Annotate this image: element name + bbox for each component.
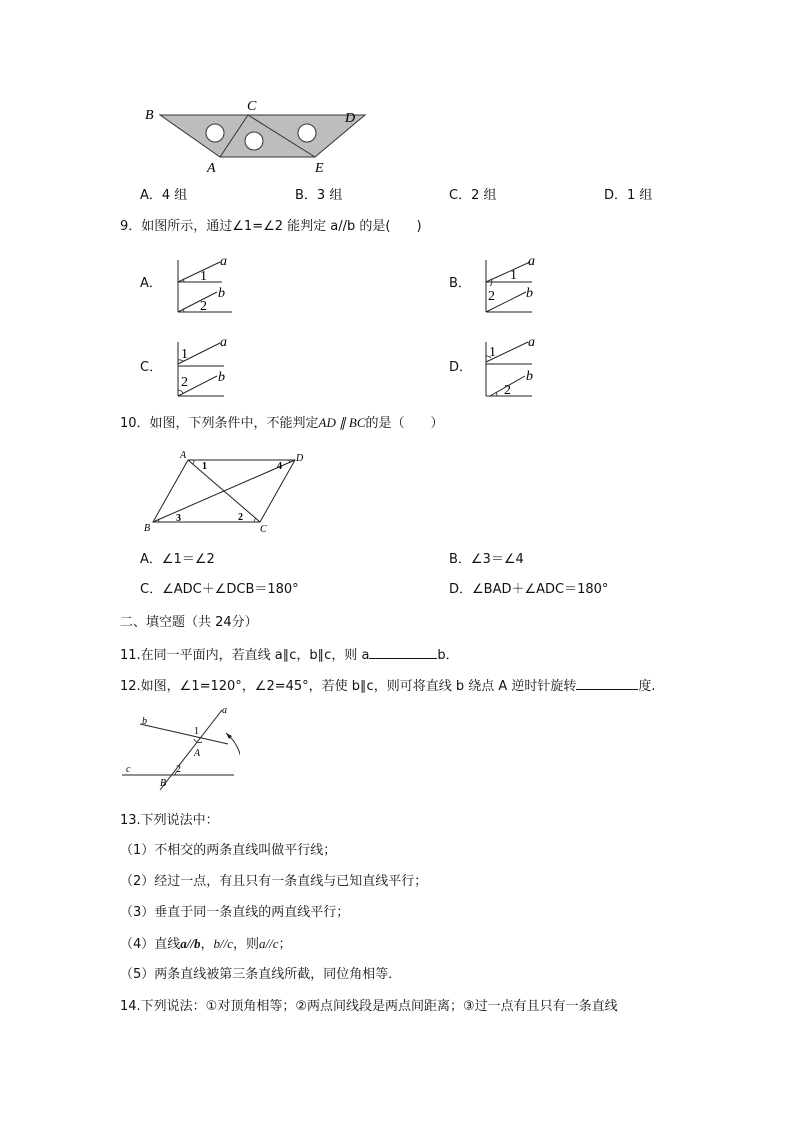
q13-item4-math-1: a//b bbox=[180, 936, 201, 951]
q10-stem-math: AD ∥ BC bbox=[318, 415, 366, 430]
q10-option-a[interactable]: A．∠1＝∠2 bbox=[140, 552, 215, 567]
q8-hole-left bbox=[206, 124, 224, 142]
q8-label-d: D bbox=[345, 111, 356, 126]
q9-option-a-letter[interactable]: A． bbox=[140, 276, 162, 291]
q9a-label-2: 2 bbox=[200, 299, 207, 314]
q11 bbox=[120, 645, 459, 665]
q13-item4-suffix: ； bbox=[278, 937, 292, 952]
q13-item4-math-3: a//c bbox=[259, 936, 279, 951]
q11-answer-blank[interactable] bbox=[369, 645, 437, 659]
q9-option-c-letter[interactable]: C． bbox=[140, 360, 163, 375]
q8-hole-right bbox=[298, 124, 316, 142]
q9a-label-b: b bbox=[218, 286, 225, 301]
q8-label-b: B bbox=[145, 108, 154, 123]
q10-angle-3: 3 bbox=[176, 513, 181, 524]
q9d-label-b: b bbox=[526, 369, 533, 384]
q8-label-e: E bbox=[315, 161, 324, 176]
q12-angle-2: 2 bbox=[176, 764, 181, 775]
q9c-label-1: 1 bbox=[181, 347, 188, 362]
q9-figure-b[interactable] bbox=[480, 252, 550, 318]
q10-option-d[interactable]: D．∠BAD＋∠ADC＝180° bbox=[449, 582, 609, 597]
q13-item-3: （3）垂直于同一条直线的两直线平行； bbox=[120, 905, 350, 920]
q9d-label-a: a bbox=[528, 336, 535, 350]
q12-suffix: 度. bbox=[638, 679, 656, 694]
q12-label-a: a bbox=[222, 705, 227, 716]
q8-hole-middle bbox=[245, 132, 263, 150]
q10-label-c: C bbox=[260, 524, 267, 535]
q12-line-b bbox=[140, 724, 228, 744]
q10-figure bbox=[140, 448, 310, 538]
q12-line-a bbox=[160, 710, 222, 790]
q13-item-1: （1）不相交的两条直线叫做平行线； bbox=[120, 843, 337, 858]
q12-label-c: c bbox=[126, 764, 131, 775]
q10-angle-4: 4 bbox=[277, 461, 282, 472]
q9-figure-d[interactable] bbox=[480, 336, 550, 402]
q10-stem-suffix: 的是（ ） bbox=[365, 416, 444, 431]
q10-label-a: A bbox=[180, 450, 187, 461]
q9a-label-a: a bbox=[220, 254, 227, 269]
q9d-label-1: 1 bbox=[489, 345, 496, 360]
q10-stem bbox=[120, 414, 444, 433]
q10-angle-2: 2 bbox=[238, 512, 243, 523]
q13-item-2: （2）经过一点，有且只有一条直线与已知直线平行； bbox=[120, 874, 428, 889]
q8-label-a: A bbox=[207, 161, 216, 176]
q9-option-b-letter[interactable]: B． bbox=[449, 276, 471, 291]
q9c-label-a: a bbox=[220, 336, 227, 350]
q11-prefix: 11.在同一平面内，若直线 a∥c，b∥c，则 a bbox=[120, 648, 370, 663]
q12-label-A: A bbox=[194, 748, 201, 759]
q9-figure-a[interactable] bbox=[172, 252, 242, 318]
q8-label-c: C bbox=[247, 99, 257, 114]
q10-option-b[interactable]: B．∠3＝∠4 bbox=[449, 552, 524, 567]
q13-item-4 bbox=[120, 935, 292, 954]
q10-label-d: D bbox=[296, 453, 304, 464]
q12 bbox=[120, 676, 656, 696]
q13-item4-prefix: （4）直线 bbox=[120, 937, 181, 952]
q9a-label-1: 1 bbox=[200, 269, 207, 284]
q12-prefix: 12.如图，∠1=120°，∠2=45°，若使 b∥c，则可将直线 b 绕点 A 逆时针旋转 bbox=[120, 679, 577, 694]
q8-option-d[interactable]: D．1 组 bbox=[604, 188, 653, 203]
q9b-label-a: a bbox=[528, 254, 535, 269]
q9-option-d-letter[interactable]: D． bbox=[449, 360, 473, 375]
q8-option-c[interactable]: C．2 组 bbox=[449, 188, 497, 203]
q13-item4-math-2: b//c bbox=[213, 936, 234, 951]
q13-stem: 13.下列说法中： bbox=[120, 813, 219, 828]
q8-option-b[interactable]: B．3 组 bbox=[295, 188, 343, 203]
q9b-label-2: 2 bbox=[488, 289, 495, 304]
q13-item-5: （5）两条直线被第三条直线所截，同位角相等． bbox=[120, 967, 402, 982]
q8-set-square-shape bbox=[160, 115, 365, 157]
q9-stem: 9．如图所示，通过∠1=∠2 能判定 a//b 的是( ) bbox=[120, 219, 422, 234]
q13-item4-mid-1: ， bbox=[200, 937, 214, 952]
q10-label-b: B bbox=[144, 523, 151, 534]
q10-stem-prefix: 10．如图，下列条件中，不能判定 bbox=[120, 416, 319, 431]
q13-item4-mid-2: ，则 bbox=[233, 937, 260, 952]
q12-label-B: B bbox=[160, 778, 167, 789]
q8-option-a[interactable]: A．4 组 bbox=[140, 188, 188, 203]
q9c-label-b: b bbox=[218, 370, 225, 385]
q9b-label-1: 1 bbox=[510, 268, 517, 283]
q14-stem: 14.下列说法：①对顶角相等；②两点间线段是两点间距离；③过一点有且只有一条直线 bbox=[120, 999, 618, 1014]
q8-figure bbox=[135, 95, 375, 177]
q10-angle-1: 1 bbox=[202, 461, 207, 472]
section2-title: 二、填空题（共 24分） bbox=[120, 615, 258, 630]
q10-option-c[interactable]: C．∠ADC＋∠DCB＝180° bbox=[140, 582, 299, 597]
q9-figure-c[interactable] bbox=[172, 336, 242, 402]
q9b-label-b: b bbox=[526, 286, 533, 301]
q9d-label-2: 2 bbox=[504, 383, 511, 398]
q9c-label-2: 2 bbox=[181, 375, 188, 390]
q11-suffix: b． bbox=[437, 648, 459, 663]
q12-figure bbox=[118, 700, 240, 792]
q12-label-b: b bbox=[142, 716, 147, 727]
q12-angle-1: 1 bbox=[194, 726, 199, 737]
q12-answer-blank[interactable] bbox=[576, 676, 638, 690]
